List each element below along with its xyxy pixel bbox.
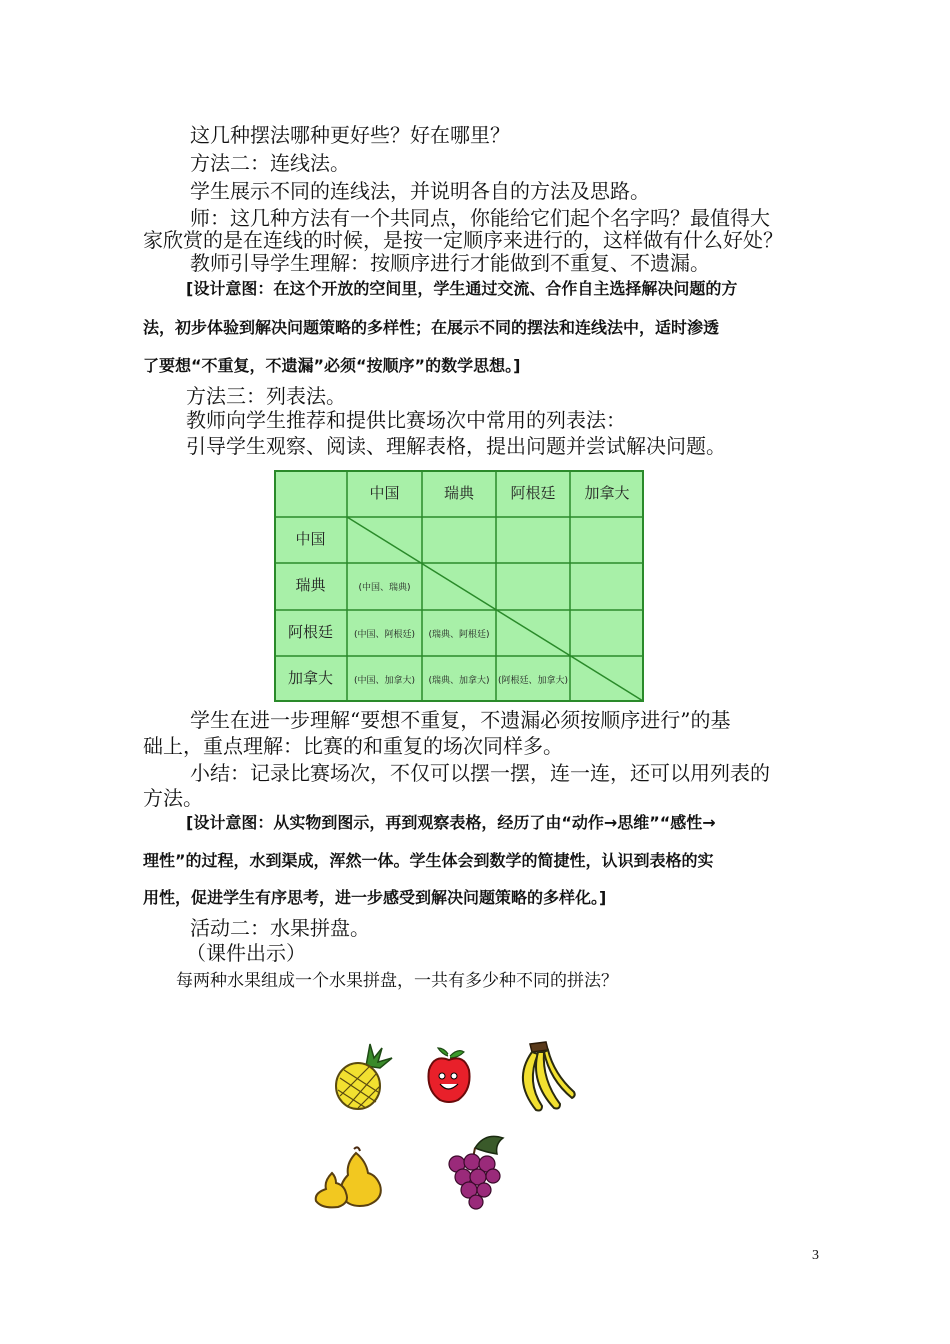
- pear-icon: [310, 1145, 386, 1209]
- table-header: 中国: [369, 484, 400, 502]
- table-row-label: 加拿大: [287, 669, 333, 687]
- table-cell: (中国、瑞典): [358, 583, 411, 593]
- table-cell: (瑞典、加拿大): [428, 676, 490, 686]
- text-line: 教师引导学生理解：按顺序进行才能做到不重复、不遗漏。: [190, 251, 710, 275]
- text-line: 方法三：列表法。: [186, 384, 346, 408]
- text-line: 活动二：水果拼盘。: [190, 916, 370, 940]
- banana-icon: [508, 1040, 578, 1114]
- text-line: 师：这几种方法有一个共同点，你能给它们起个名字吗？最值得大: [190, 206, 770, 230]
- text-line: 础上，重点理解：比赛的和重复的场次同样多。: [143, 734, 563, 758]
- match-table: [274, 470, 644, 702]
- text-line: 引导学生观察、阅读、理解表格，提出问题并尝试解决问题。: [186, 434, 726, 458]
- table-header: 瑞典: [443, 484, 474, 502]
- text-line: 教师向学生推荐和提供比赛场次中常用的列表法：: [186, 408, 626, 432]
- design-intent-line: 了要想“不重复，不遗漏”必须“按顺序”的数学思想。]: [143, 356, 521, 375]
- table-header: 加拿大: [584, 484, 630, 502]
- text-line: 这几种摆法哪种更好些？好在哪里？: [190, 123, 510, 147]
- design-intent-line: [设计意图：从实物到图示，再到观察表格，经历了由“动作→思维”“感性→: [186, 813, 716, 832]
- grapes-icon: [445, 1132, 507, 1210]
- table-row-label: 瑞典: [295, 576, 326, 594]
- design-intent-line: [设计意图：在这个开放的空间里，学生通过交流、合作自主选择解决问题的方: [186, 279, 738, 298]
- text-line: 每两种水果组成一个水果拼盘，一共有多少种不同的拼法？: [176, 971, 618, 991]
- table-row-label: 阿根廷: [287, 623, 333, 641]
- text-line: 学生展示不同的连线法，并说明各自的方法及思路。: [190, 179, 650, 203]
- apple-icon: [424, 1046, 474, 1104]
- table-cell: (瑞典、阿根廷): [428, 630, 490, 640]
- table-cell: (中国、加拿大): [353, 676, 416, 686]
- text-line: 小结：记录比赛场次，不仅可以摆一摆，连一连，还可以用列表的: [190, 761, 770, 785]
- design-intent-line: 法，初步体验到解决问题策略的多样性；在展示不同的摆法和连线法中，适时渗透: [143, 318, 720, 337]
- text-line: 方法。: [143, 786, 203, 810]
- text-line: （课件出示）: [186, 941, 306, 965]
- table-cell: (中国、阿根廷): [353, 630, 416, 640]
- design-intent-line: 理性”的过程，水到渠成，浑然一体。学生体会到数学的简捷性，认识到表格的实: [143, 851, 714, 870]
- table-row-label: 中国: [295, 530, 326, 548]
- page-number: 3: [812, 1248, 819, 1263]
- design-intent-line: 用性，促进学生有序思考，进一步感受到解决问题策略的多样化。]: [143, 888, 607, 907]
- text-line: 学生在进一步理解“要想不重复，不遗漏必须按顺序进行”的基: [190, 708, 731, 732]
- table-cell: (阿根廷、加拿大): [497, 676, 569, 686]
- pineapple-icon: [330, 1040, 396, 1112]
- text-line: 方法二：连线法。: [190, 151, 350, 175]
- text-line: 家欣赏的是在连线的时候，是按一定顺序来进行的，这样做有什么好处？: [143, 228, 783, 252]
- table-header: 阿根廷: [510, 484, 556, 502]
